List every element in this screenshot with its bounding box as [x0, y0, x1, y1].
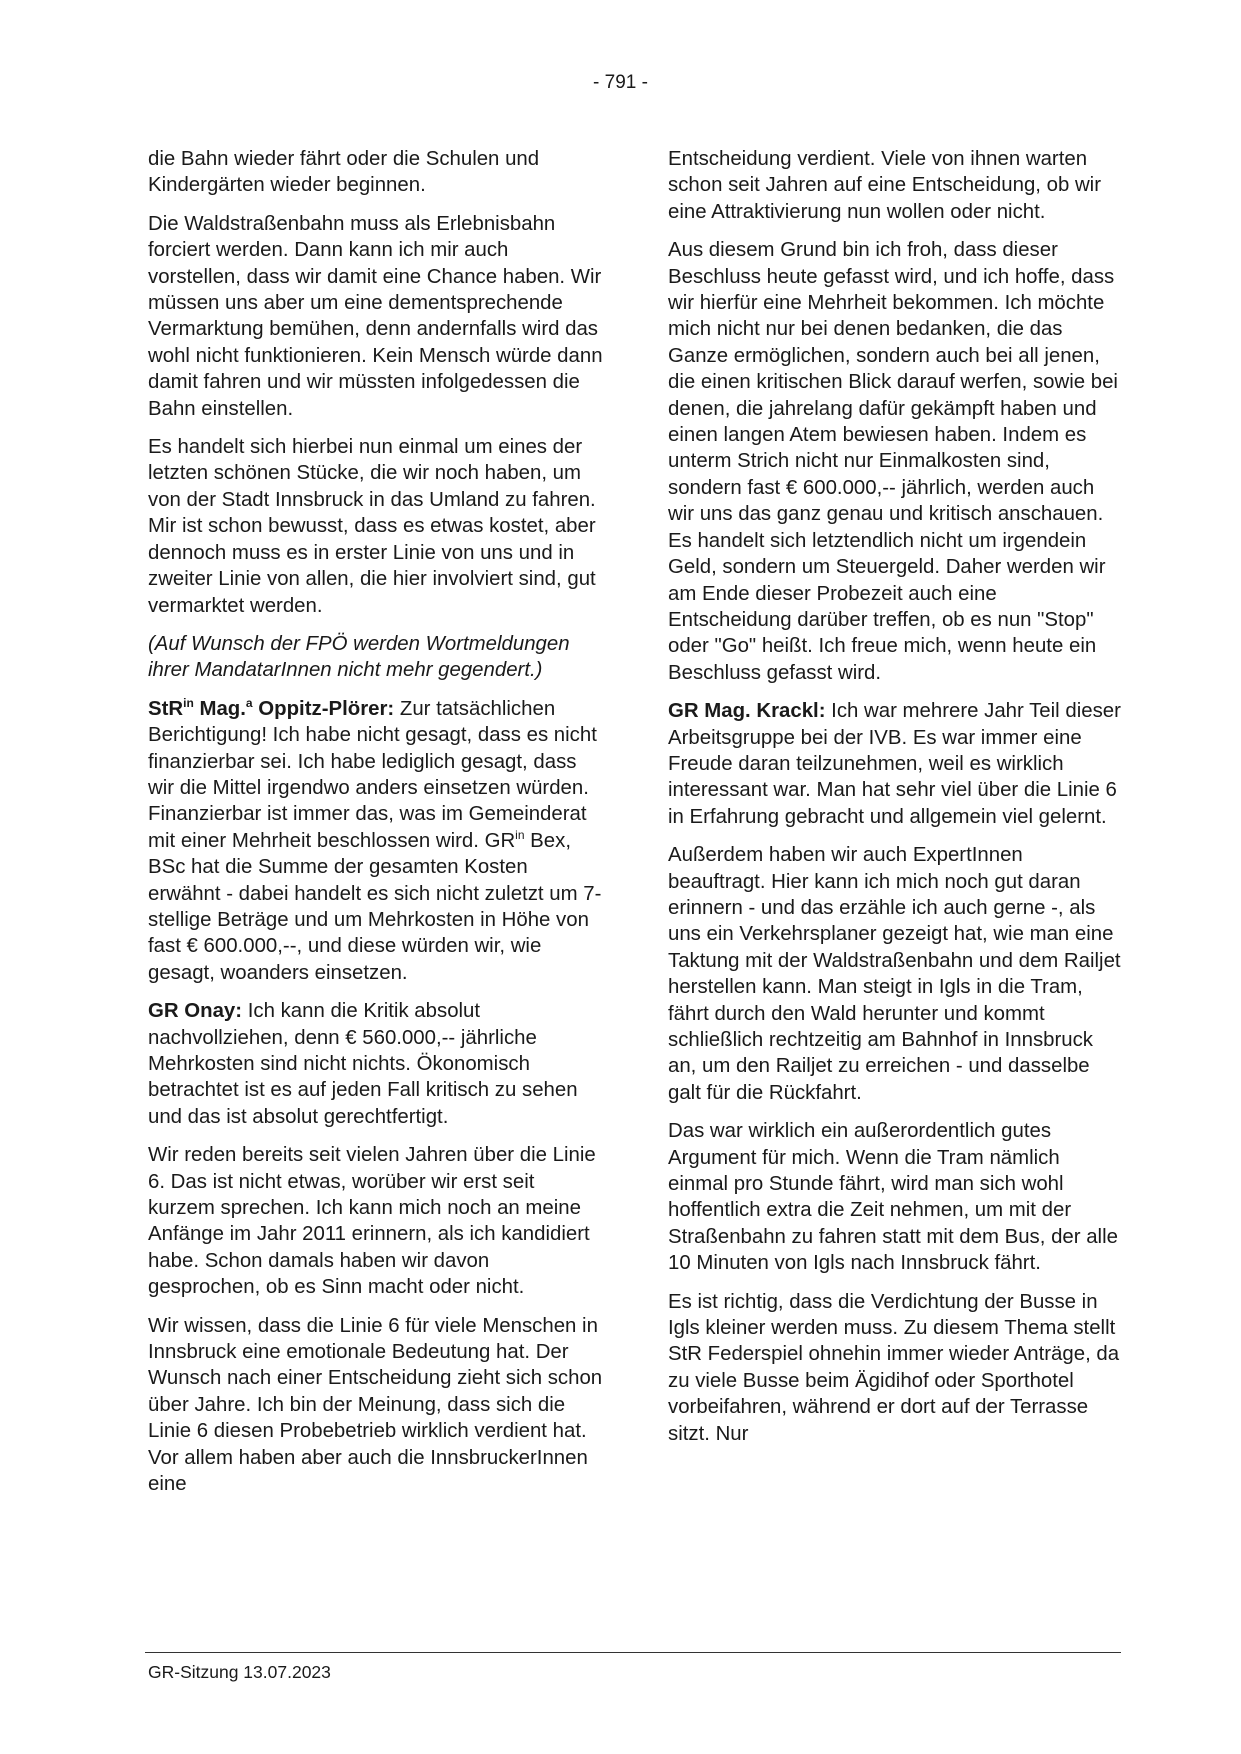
paragraph: die Bahn wieder fährt oder die Schulen und Kindergärten wieder beginnen.: [148, 148, 540, 197]
paragraph: Das war wirklich ein außerordentlich gutes Argument für mich. Wenn die Tram nämlich einmal pro Stunde fährt, wird man sich wohl hoffentlich extra die Zeit nehmen, um mit der Straßenbahn zu fahren statt mit dem Bus, der alle 10 Minuten von Igls nach Innsbruck fährt.: [668, 1120, 1118, 1275]
speech-oppitz-ploerer: StR$^{in}$ Mag.$^a$ Oppitz-Plörer: Zur tatsächlichen Berichtigung! Ich habe nicht gesagt, dass es nicht finanzierbar sei. Ich habe lediglich gesagt, dass wir die Mittel irgendwo anders einsetzen würden. Finanzierbar ist immer das, was im Gemeinderat mit einer Mehrheit beschlossen wird. $GR^{in}$ Bex, BSc hat die Summe der gesamten Kosten erwähnt - dabei handelt es sich nicht zuletzt um 7-stellige Beträge und um Mehrkosten in Höhe von fast € 600.000,--, und diese würden wir, wie gesagt, woanders einsetzen.: [148, 695, 602, 984]
paragraph: Aus diesem Grund bin ich froh, dass dieser Beschluss heute gefasst wird, und ich hoffe, dass wir hierfür eine Mehrheit bekommen. Ich möchte mich nicht nur bei denen bedanken, die das Ganze ermöglichen, sondern auch bei all jenen, die einen kritischen Blick darauf werfen, sowie bei denen, die jahrelang dafür gekämpft haben und einen langen Atem bewiesen haben. Indem es unterm Strich nicht nur Einmalkosten sind, sondern fast € 600.000,-- jährlich, werden auch wir uns das ganz genau und kritisch anschauen. Es handelt sich letztendlich nicht um irgendein Geld, sondern um Steuergeld. Daher werden wir am Ende dieser Probezeit auch eine Entscheidung darüber treffen, ob es nun "Stop" oder "Go" heißt. Ich freue mich, wenn heute ein Beschluss gefasst wird.: [668, 239, 1118, 684]
paragraph: Wir wissen, dass die Linie 6 für viele Menschen in Innsbruck eine emotionale Bedeutung hat. Der Wunsch nach einer Entscheidung zieht sich schon über Jahre. Ich bin der Meinung, dass sich die Linie 6 diesen Probebetrieb wirklich verdient hat. Vor allem haben aber auch die InnsbruckerInnen eine: [148, 1314, 603, 1496]
right-column: [668, 146, 1123, 1459]
footer-session-date: GR-Sitzung 13.07.2023: [148, 1662, 331, 1682]
editorial-note: (Auf Wunsch der FPÖ werden Wortmeldungen ihrer MandatarInnen nicht mehr gegendert.): [148, 632, 570, 682]
speaker-name: GR Mag. Krackl:: [668, 700, 826, 723]
paragraph: Die Waldstraßenbahn muss als Erlebnisbahn forciert werden. Dann kann ich mir auch vorstellen, dass wir damit eine Chance haben. Wir müssen uns aber um eine dementsprechende Vermarktung bemühen, denn andernfalls wird das wohl nicht funktionieren. Kein Mensch würde dann damit fahren und wir müssten infolgedessen die Bahn einstellen.: [148, 212, 603, 420]
paragraph: Entscheidung verdient. Viele von ihnen warten schon seit Jahren auf eine Entscheidung, ob wir eine Attraktivierung nun wollen oder nicht.: [668, 148, 1102, 223]
paragraph: Außerdem haben wir auch ExpertInnen beauftragt. Hier kann ich mich noch gut daran erinnern - und das erzähle ich auch gerne -, als uns ein Verkehrsplaner gezeigt hat, wie man eine Taktung mit der Waldstraßenbahn und dem Railjet herstellen kann. Man steigt in Igls in die Tram, fährt durch den Wald herunter und kommt schließlich rechtzeitig am Bahnhof in Innsbruck an, um den Railjet zu erreichen - und dasselbe galt für die Rückfahrt.: [668, 844, 1121, 1104]
paragraph: Wir reden bereits seit vielen Jahren über die Linie 6. Das ist nicht etwas, worüber wir erst seit kurzem sprechen. Ich kann mich noch an meine Anfänge im Jahr 2011 erinnern, als ich kandidiert habe. Schon damals haben wir davon gesprochen, ob es Sinn macht oder nicht.: [148, 1144, 596, 1299]
speaker-name: GR Onay:: [148, 1000, 243, 1023]
speaker-name: StR$^{in}$ Mag.$^a$ Oppitz-Plörer:: [148, 695, 395, 720]
paragraph: Es ist richtig, dass die Verdichtung der Busse in Igls kleiner werden muss. Zu diesem Thema stellt StR Federspiel ohnehin immer wieder Anträge, da zu viele Busse beim Ägidihof oder Sporthotel vorbeifahren, während er dort auf der Terrasse sitzt. Nur: [668, 1290, 1120, 1445]
paragraph: Es handelt sich hierbei nun einmal um eines der letzten schönen Stücke, die wir noch haben, um von der Stadt Innsbruck in das Umland zu fahren. Mir ist schon bewusst, dass es etwas kostet, aber dennoch muss es in erster Linie von uns und in zweiter Linie von allen, die hier involviert sind, gut vermarktet werden.: [148, 436, 596, 617]
footer-divider: [145, 1652, 1121, 1653]
speech-onay: GR Onay: Ich kann die Kritik absolut nachvollziehen, denn € 560.000,-- jährliche Mehrkosten sind nicht nichts. Ökonomisch betrachtet ist es auf jeden Fall kritisch zu sehen und das ist absolut gerechtfertigt.: [148, 1000, 578, 1128]
page-number: - 791 -: [593, 72, 648, 93]
speech-krackl: GR Mag. Krackl: Ich war mehrere Jahr Teil dieser Arbeitsgruppe bei der IVB. Es war immer eine Freude daran teilzunehmen, weil es wirklich interessant war. Man hat sehr viel über die Linie 6 in Erfahrung gebracht und allgemein viel gelernt.: [668, 700, 1121, 828]
left-column: [148, 146, 603, 1510]
